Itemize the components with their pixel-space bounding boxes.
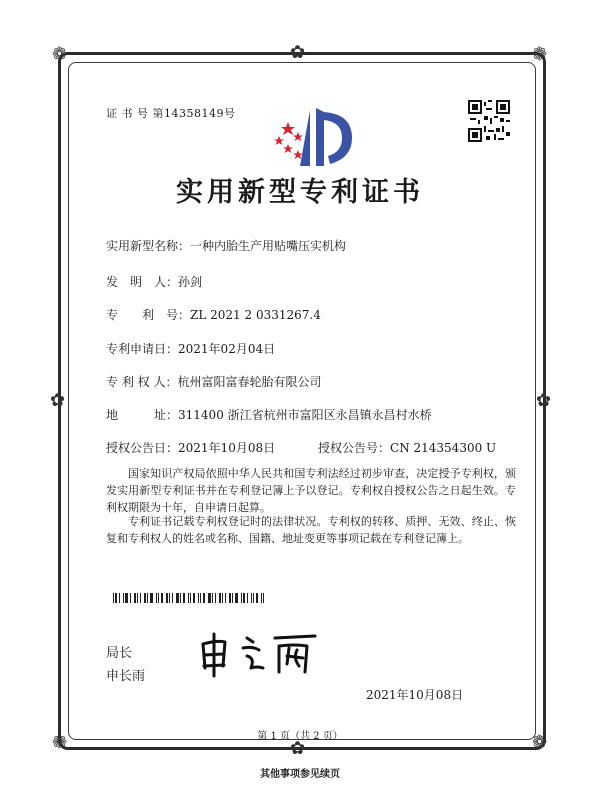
grant-statement-paragraph: 国家知识产权局依照中华人民共和国专利法经过初步审查，决定授予专利权，颁发实用新型专利证书并在专利登记簿上予以登记。专利权自授权公告之日起生效。专利权期限为十年，自申请日起算。 xyxy=(106,467,516,514)
ornament-icon: ✿ xyxy=(536,390,552,411)
utility-model-name-row xyxy=(106,237,346,254)
patent-number-row xyxy=(106,306,321,323)
ornament-icon: ❁ xyxy=(52,732,68,753)
legal-status-paragraph: 专利证书记载专利权登记时的法律状况。专利权的转移、质押、无效、终止、恢复和专利权人的姓名或名称、国籍、地址变更等事项记载在专利登记簿上。 xyxy=(106,515,516,545)
inventor-row xyxy=(106,273,202,290)
patentee-label: 专 利 权 人： xyxy=(106,375,178,389)
footer-note: 其他事项参见续页 xyxy=(260,769,340,780)
grant-date-label: 授权公告日： xyxy=(106,441,179,455)
director-name: 申长雨 xyxy=(106,669,146,684)
ornament-icon: ❁ xyxy=(532,732,548,753)
patentee-value: 杭州富阳富春轮胎有限公司 xyxy=(177,375,322,389)
grant-date-row xyxy=(106,439,275,456)
patent-number-label: 专 利 号： xyxy=(106,308,191,322)
certificate-number: 证 书 号 第14358149号 xyxy=(106,107,236,120)
filing-date-value: 2021年02月04日 xyxy=(178,342,276,356)
page-title: 实用新型专利证书 xyxy=(176,177,424,208)
filing-date-row xyxy=(106,340,275,357)
director-title: 局长 xyxy=(106,646,133,661)
address-row xyxy=(106,406,432,423)
ornament-icon: ✿ xyxy=(50,390,66,411)
grant-number-value: CN 214354300 U xyxy=(390,441,497,455)
utility-model-name-label: 实用新型名称： xyxy=(106,239,191,253)
inventor-label: 发 明 人： xyxy=(106,275,179,289)
signature-date: 2021年10月08日 xyxy=(366,688,464,702)
patentee-row xyxy=(106,373,321,390)
ornament-icon: ❁ xyxy=(52,44,68,65)
address-value: 311400 浙江省杭州市富阳区永昌镇永昌村水桥 xyxy=(178,408,432,422)
grant-number-row xyxy=(318,439,496,456)
ornament-icon: ❁ xyxy=(532,44,548,65)
page-number: 第 1 页（共 2 页） xyxy=(257,731,343,742)
patent-number-value: ZL 2021 2 0331267.4 xyxy=(190,308,321,322)
barcode-icon xyxy=(113,593,271,603)
patent-office-emblem-icon xyxy=(270,100,356,170)
address-label: 地 址： xyxy=(106,408,179,422)
inventor-value: 孙剑 xyxy=(178,275,203,289)
grant-date-value: 2021年10月08日 xyxy=(178,441,276,455)
filing-date-label: 专利申请日： xyxy=(106,342,179,356)
handwritten-signature-icon xyxy=(195,628,320,678)
ornament-icon: ✿ xyxy=(290,42,306,63)
utility-model-name-value: 一种内胎生产用贴嘴压实机构 xyxy=(190,239,347,253)
grant-number-label: 授权公告号： xyxy=(318,441,391,455)
ornament-icon: ✿ xyxy=(290,738,306,759)
qr-code-icon xyxy=(468,100,510,142)
